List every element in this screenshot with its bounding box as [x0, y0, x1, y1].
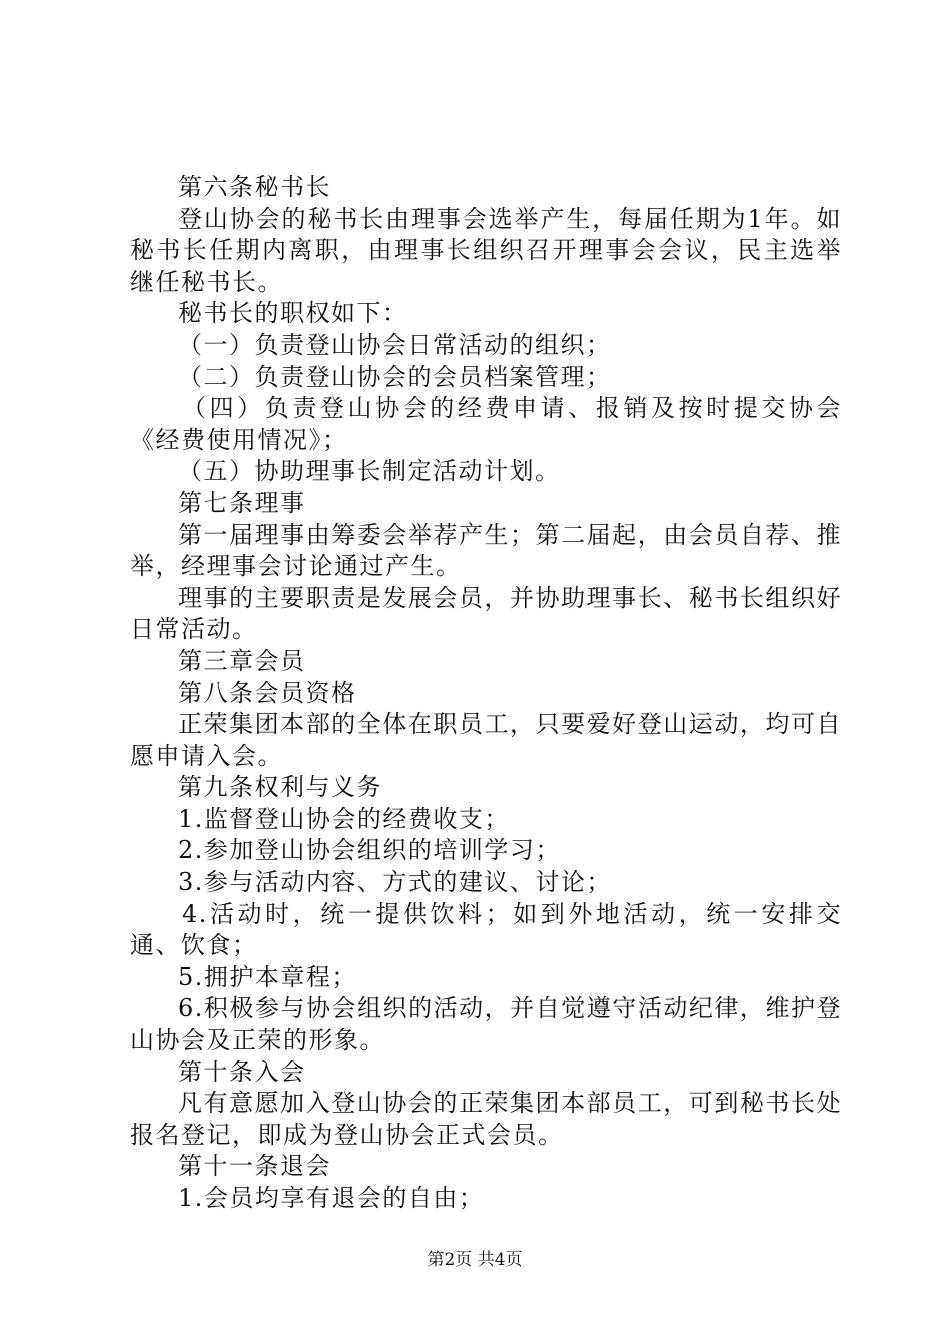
chapter-heading: 第三章会员	[178, 646, 306, 675]
section-heading: 第十条入会	[178, 1057, 306, 1086]
list-item: 6.积极参与协会组织的活动，并自觉遵守活动纪律，维护登山协会及正荣的形象。	[130, 994, 842, 1055]
paragraph: （一）负责登山协会日常活动的组织；	[178, 330, 612, 359]
paragraph: 第一届理事由筹委会举荐产生；第二届起，由会员自荐、推举，经理事会讨论通过产生。	[130, 520, 842, 581]
paragraph: 正荣集团本部的全体在职员工，只要爱好登山运动，均可自愿申请入会。	[130, 710, 842, 770]
paragraph: （四）负责登山协会的经费申请、报销及按时提交协会《经费使用情况》；	[130, 394, 842, 454]
list-item: 1.会员均享有退会的自由；	[178, 1184, 485, 1212]
paragraph: （五）协助理事长制定活动计划。	[178, 457, 561, 486]
document-body	[130, 172, 842, 1215]
section-heading: 第七条理事	[178, 488, 306, 517]
list-item: 3.参与活动内容、方式的建议、讨论；	[178, 868, 612, 897]
paragraph: （二）负责登山协会的会员档案管理；	[178, 362, 612, 391]
paragraph: 理事的主要职责是发展会员，并协助理事长、秘书长组织好日常活动。	[130, 583, 842, 644]
paragraph: 凡有意愿加入登山协会的正荣集团本部员工，可到秘书长处报名登记，即成为登山协会正式会员。	[130, 1089, 842, 1149]
page-number-label: 第2页 共4页	[427, 1250, 523, 1270]
paragraph: 第六条秘书长	[178, 173, 331, 201]
list-item: 2.参加登山协会组织的培训学习；	[178, 836, 561, 865]
section-heading: 第八条会员资格	[178, 678, 357, 707]
page-footer	[0, 1245, 950, 1270]
list-item: 4.活动时，统一提供饮料；如到外地活动，统一安排交通、饮食；	[130, 899, 842, 960]
list-item: 1.监督登山协会的经费收支；	[178, 804, 510, 833]
paragraph: 秘书长的职权如下：	[178, 299, 408, 328]
section-heading: 第十一条退会	[178, 1152, 331, 1181]
list-item: 5.拥护本章程；	[178, 962, 357, 991]
paragraph: 登山协会的秘书长由理事会选举产生，每届任期为1年。如秘书长任期内离职，由理事长组织召开理事会会议，民主选举继任秘书长。	[130, 204, 842, 296]
section-heading: 第九条权利与义务	[178, 773, 382, 802]
